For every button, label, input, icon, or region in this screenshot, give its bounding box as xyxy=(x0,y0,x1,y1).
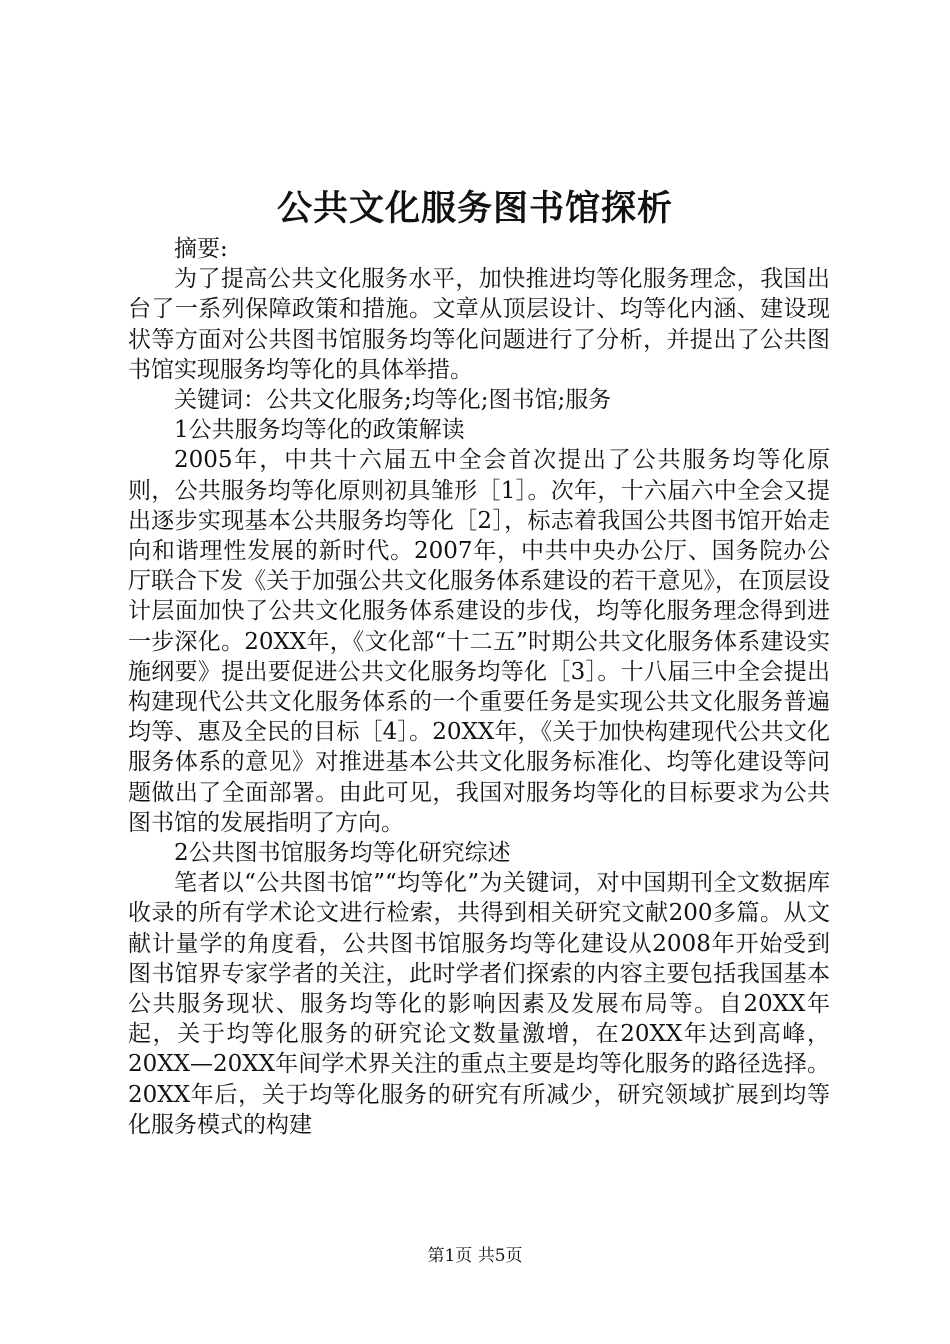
page-footer: 第1页 共5页 xyxy=(427,1246,523,1266)
abstract-paragraph: 为了提高公共文化服务水平，加快推进均等化服务理念，我国出台了一系列保障政策和措施。文章从顶层设计、均等化内涵、建设现状等方面对公共图书馆服务均等化问题进行了分析，并提出了公共图书馆实现服务均等化的具体举措。 xyxy=(128,266,830,383)
abstract-label: 摘要: xyxy=(174,236,228,262)
page-title: 公共文化服务图书馆探析 xyxy=(276,188,673,229)
section-paragraph-2: 笔者以“公共图书馆”“均等化”为关键词，对中国期刊全文数据库收录的所有学术论文进行检索，共得到相关研究文献200多篇。从文献计量学的角度看，公共图书馆服务均等化建设从2008年开始受到图书馆界专家学者的关注，此时学者们探索的内容主要包括我国基本公共服务现状、服务均等化的影响因素及发展布局等。自20XX年起，关于均等化服务的研究论文数量激增，在20XX年达到高峰，20XX—20XX年间学术界关注的重点主要是均等化服务的路径选择。20XX年后，关于均等化服务的研究有所减少，研究领域扩展到均等化服务模式的构建 xyxy=(128,870,830,1138)
section-paragraph-1: 2005年，中共十六届五中全会首次提出了公共服务均等化原则，公共服务均等化原则初具雏形［1］。次年，十六届六中全会又提出逐步实现基本公共服务均等化［2］，标志着我国公共图书馆开始走向和谐理性发展的新时代。2007年，中共中央办公厅、国务院办公厅联合下发《关于加强公共文化服务体系建设的若干意见》，在顶层设计层面加快了公共文化服务体系建设的步伐，均等化服务理念得到进一步深化。20XX年，《文化部“十二五”时期公共文化服务体系建设实施纲要》提出要促进公共文化服务均等化［3］。十八届三中全会提出构建现代公共文化服务体系的一个重要任务是实现公共文化服务普遍均等、惠及全民的目标［4］。20XX年，《关于加快构建现代公共文化服务体系的意见》对推进基本公共文化服务标准化、均等化建设等问题做出了全面部署。由此可见，我国对服务均等化的目标要求为公共图书馆的发展指明了方向。 xyxy=(128,447,830,836)
keywords-line: 关键词：公共文化服务;均等化;图书馆;服务 xyxy=(174,387,612,414)
section-heading-2: 2公共图书馆服务均等化研究综述 xyxy=(174,840,511,867)
document-body xyxy=(128,234,830,1140)
section-heading-1: 1公共服务均等化的政策解读 xyxy=(174,417,465,444)
